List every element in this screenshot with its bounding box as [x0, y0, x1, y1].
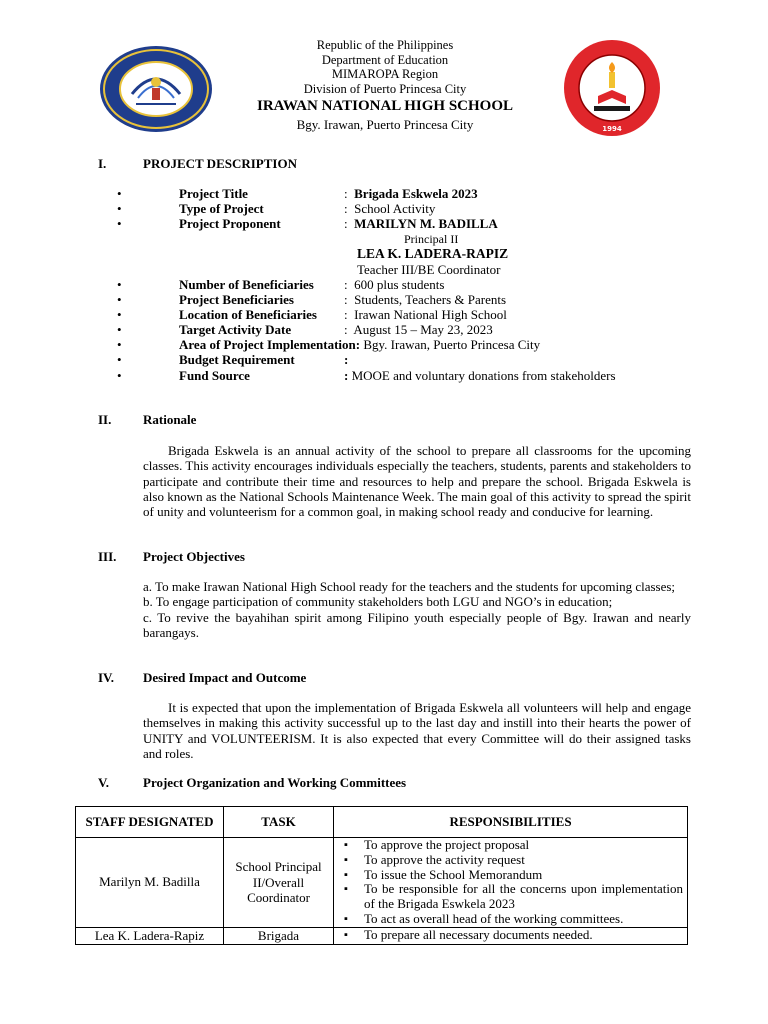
objective-item: c. To revive the bayahihan spirit among Filipino youth especially people of Bgy. Irawan and nearly barangays. — [143, 609, 691, 640]
item-label: Project Beneficiaries — [179, 292, 294, 307]
item-value: : 600 plus students — [344, 277, 445, 292]
coproponent-name: LEA K. LADERA-RAPIZ — [357, 246, 509, 261]
bullet-icon: • — [117, 307, 122, 322]
column-header-task: TASK — [224, 807, 334, 838]
bullet-icon: • — [117, 322, 122, 337]
section-title: Desired Impact and Outcome — [143, 670, 307, 685]
bullet-icon: • — [117, 337, 122, 352]
proponent-title: Principal II — [404, 232, 459, 246]
item-value: : Students, Teachers & Parents — [344, 292, 507, 307]
objective-item: b. To engage participation of community stakeholders both LGU and NGO’s in education; — [143, 594, 613, 610]
section-number: I. — [98, 156, 107, 171]
table-row — [76, 838, 688, 928]
list-item: ▪ To issue the School Memorandum — [338, 868, 683, 883]
section-number: V. — [98, 775, 109, 790]
list-item: ▪ To approve the activity request — [338, 853, 683, 868]
committees-table — [75, 806, 688, 945]
item-label-area: Area of Project Implementation: Bgy. Irawan, Puerto Princesa City — [179, 337, 541, 352]
section-number: IV. — [98, 670, 115, 685]
item-value: : MOOE and voluntary donations from stakeholders — [344, 368, 616, 383]
section-number: III. — [98, 549, 117, 564]
bullet-icon: • — [117, 292, 122, 307]
item-value: : Irawan National High School — [344, 307, 507, 322]
section-number: II. — [98, 412, 112, 427]
deped-division-seal-logo — [98, 44, 214, 134]
section-title: Rationale — [143, 412, 197, 427]
item-value: : Brigada Eskwela 2023 — [344, 186, 478, 201]
bullet-icon: • — [117, 352, 122, 367]
section-title: Project Objectives — [143, 549, 245, 564]
section-title: PROJECT DESCRIPTION — [143, 156, 297, 171]
item-label: Location of Beneficiaries — [179, 307, 317, 322]
letterhead-line-republic: Republic of the Philippines — [316, 38, 454, 52]
objective-item: a. To make Irawan National High School ready for the teachers and the students for upcoming classes; — [143, 579, 676, 594]
staff-cell: Marilyn M. Badilla — [76, 838, 224, 928]
column-header-staff: STAFF DESIGNATED — [76, 807, 224, 838]
item-label: Target Activity Date — [179, 322, 292, 337]
rationale-paragraph: Brigada Eskwela is an annual activity of the school to prepare all classrooms for the upcoming classes. This activity encourages individuals especially the teachers, students, parents and stakeholders to participate and contribute their time and resources to help and prepare the school. Brigada Eskwela is also known as the National Schools Maintenance Week. The main goal of this activity to spread the spirit of unity and volunteerism for a common goal, in making school ready and conducive for learning. — [143, 443, 691, 520]
svg-text:1994: 1994 — [602, 125, 622, 133]
section-title: Project Organization and Working Committees — [143, 775, 407, 790]
letterhead-line-department: Department of Education — [321, 52, 449, 67]
task-cell: School Principal II/Overall Coordinator — [224, 838, 334, 928]
staff-cell: Lea K. Ladera-Rapiz — [76, 927, 224, 944]
school-address: Bgy. Irawan, Puerto Princesa City — [296, 117, 474, 132]
item-label: Fund Source — [179, 368, 250, 383]
item-label: Project Proponent — [179, 216, 281, 231]
letterhead-line-division: Division of Puerto Princesa City — [303, 81, 467, 96]
bullet-icon: • — [117, 277, 122, 292]
table-row — [76, 927, 688, 944]
coproponent-title: Teacher III/BE Coordinator — [357, 262, 501, 277]
table-header-row — [76, 807, 688, 838]
bullet-icon: • — [117, 368, 122, 383]
list-item: ▪ To approve the project proposal — [338, 838, 683, 853]
item-label: Project Title — [179, 186, 248, 201]
school-name: IRAWAN NATIONAL HIGH SCHOOL — [256, 98, 514, 114]
bullet-icon: • — [117, 216, 122, 231]
item-value: : August 15 – May 23, 2023 — [344, 322, 493, 337]
task-cell: Brigada — [224, 927, 334, 944]
irawan-nhs-seal-logo — [556, 38, 668, 138]
objectives-list — [143, 579, 691, 640]
letterhead-line-region: MIMAROPA Region — [331, 67, 439, 81]
column-header-responsibilities: RESPONSIBILITIES — [334, 807, 688, 838]
list-item: ▪ To be responsible for all the concerns upon implementation of the Brigada Eswkela 2023 — [338, 882, 683, 912]
item-label: Number of Beneficiaries — [179, 277, 314, 292]
letterhead — [200, 38, 570, 133]
list-item: ▪ To act as overall head of the working committees. — [338, 912, 683, 927]
responsibilities-cell — [334, 838, 688, 928]
item-value: : MARILYN M. BADILLA — [344, 216, 498, 231]
item-label: Budget Requirement — [179, 352, 295, 367]
list-item: ▪ To prepare all necessary documents needed. — [338, 928, 683, 943]
bullet-icon: • — [117, 201, 122, 216]
responsibilities-cell — [334, 927, 688, 944]
impact-paragraph: It is expected that upon the implementation of Brigada Eskwela all volunteers will help and engage themselves in making this activity successful up to the last day and instill into their hearts the power of UNITY and VOLUNTEERISM. It is also expected that every Committee will do their assigned tasks and roles. — [143, 700, 691, 761]
bullet-icon: • — [117, 186, 122, 201]
item-value: : School Activity — [344, 201, 436, 216]
item-value: : — [344, 352, 349, 367]
item-label: Type of Project — [179, 201, 264, 216]
